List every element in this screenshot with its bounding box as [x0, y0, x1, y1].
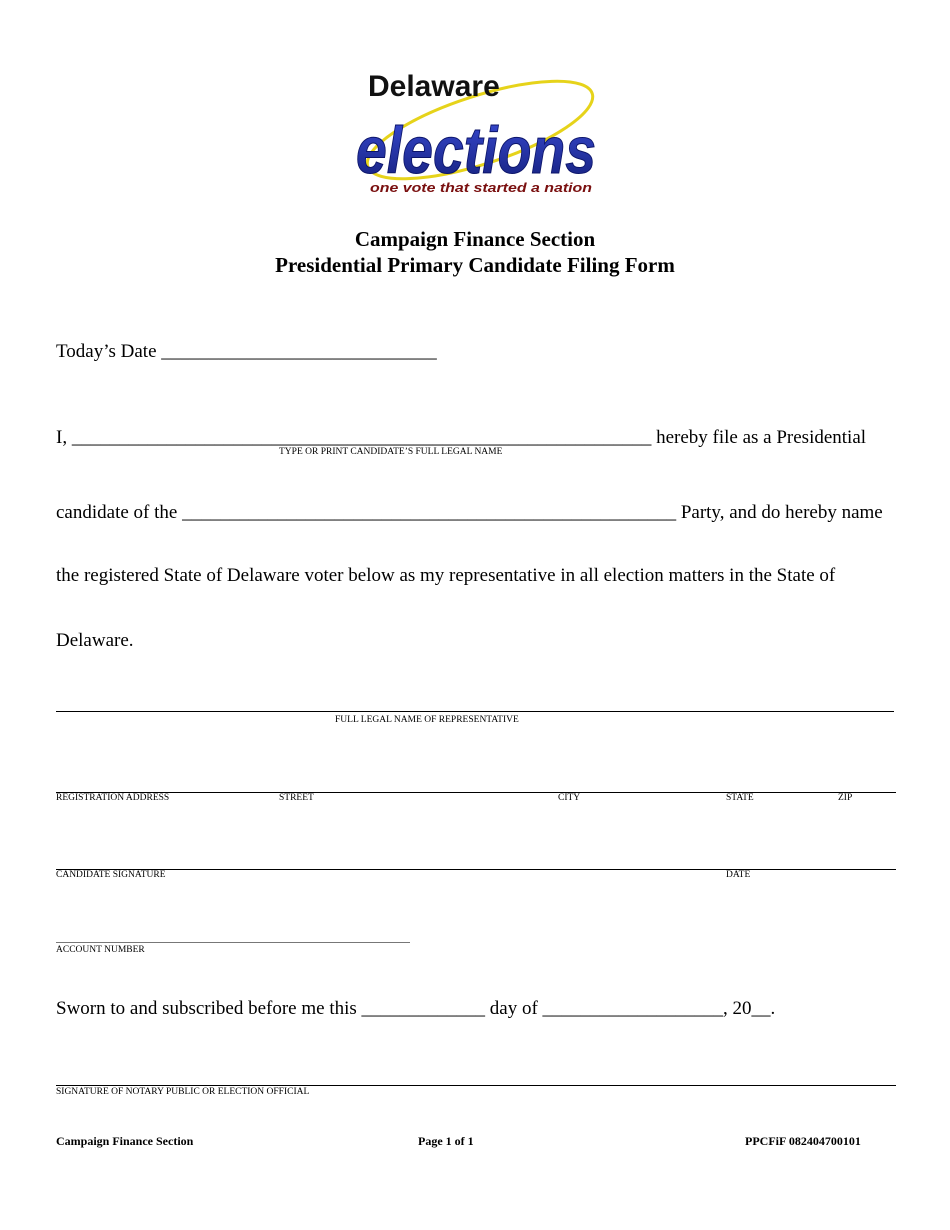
notary-signature-label: SIGNATURE OF NOTARY PUBLIC OR ELECTION OFFICIAL — [56, 1087, 310, 1097]
footer-page-number: Page 1 of 1 — [418, 1134, 474, 1148]
candidate-signature-label: CANDIDATE SIGNATURE — [56, 870, 166, 880]
registration-address-line[interactable] — [56, 792, 896, 793]
logo-line1: Delaware — [368, 70, 500, 103]
line1-prefix: I, — [56, 427, 72, 448]
filing-statement-line1 — [56, 427, 866, 449]
date-label: DATE — [726, 870, 751, 880]
form-title: Presidential Primary Candidate Filing Form — [275, 253, 675, 277]
street-label: STREET — [279, 793, 314, 803]
account-number-label: ACCOUNT NUMBER — [56, 945, 145, 955]
todays-date-field[interactable]: Today’s Date _____________________________ — [56, 341, 437, 362]
city-label: CITY — [558, 793, 581, 803]
registration-address-label: REGISTRATION ADDRESS — [56, 793, 170, 803]
candidate-signature-line[interactable] — [56, 869, 896, 870]
representative-name-line[interactable] — [56, 711, 894, 712]
state-label: STATE — [726, 793, 754, 803]
party-line[interactable]: candidate of the ____________________________________________________ Party, and do hereby name — [56, 502, 883, 523]
footer-left: Campaign Finance Section — [56, 1134, 194, 1148]
logo-tagline: one vote that started a nation — [370, 180, 593, 195]
representative-caption: FULL LEGAL NAME OF REPRESENTATIVE — [335, 715, 519, 725]
logo-line2: elections — [356, 113, 596, 187]
logo-graphic — [350, 68, 602, 198]
statement-end: Delaware. — [56, 630, 134, 651]
delaware-elections-logo — [350, 68, 602, 198]
section-title: Campaign Finance Section — [354, 227, 596, 251]
candidate-name-field[interactable]: _____________________________________________________________ — [71, 427, 652, 448]
candidate-name-caption: TYPE OR PRINT CANDIDATE’S FULL LEGAL NAME — [279, 447, 503, 457]
sworn-statement[interactable]: Sworn to and subscribed before me this _____________ day of ___________________, 20__. — [56, 998, 776, 1019]
representative-statement: the registered State of Delaware voter below as my representative in all election matters in the State of — [56, 565, 836, 586]
account-number-line[interactable] — [56, 942, 410, 943]
zip-label: ZIP — [838, 793, 853, 803]
line1-suffix: hereby file as a Presidential — [651, 427, 867, 448]
notary-signature-line[interactable] — [56, 1085, 896, 1086]
footer-form-code: PPCFiF 082404700101 — [745, 1134, 861, 1148]
